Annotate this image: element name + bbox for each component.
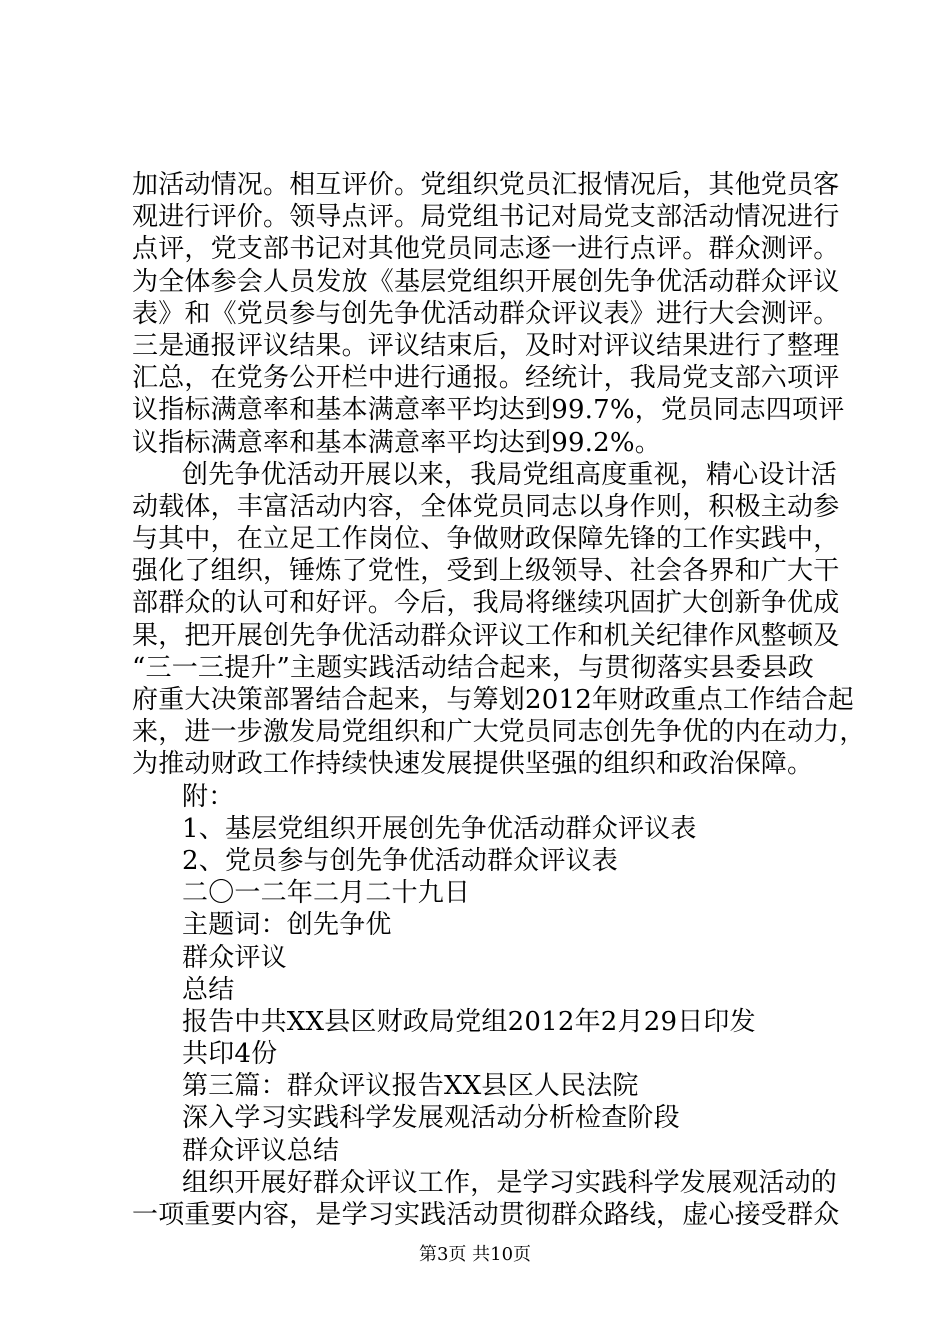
body-line: 汇总，在党务公开栏中进行通报。经统计，我局党支部六项评 (132, 363, 840, 394)
body-line: 动载体，丰富活动内容，全体党员同志以身作则，积极主动参 (132, 491, 840, 522)
body-line: 三是通报评议结果。评议结束后，及时对评议结果进行了整理 (132, 330, 840, 361)
appendix-item: 1、基层党组织开展创先争优活动群众评议表 (182, 813, 697, 844)
page-number: 第3页 共10页 (418, 1244, 532, 1265)
body-line: 部群众的认可和好评。今后，我局将继续巩固扩大创新争优成 (132, 588, 840, 619)
page-footer (0, 1244, 950, 1266)
issuer-line: 报告中共XX县区财政局党组2012年2月29日印发 (182, 1006, 756, 1037)
body-line: 观进行评价。领导点评。局党组书记对局党支部活动情况进行 (132, 202, 840, 233)
body-line: 府重大决策部署结合起来，与筹划2012年财政重点工作结合起 (132, 685, 854, 715)
body-line: 加活动情况。相互评价。党组织党员汇报情况后，其他党员客 (132, 170, 840, 200)
copies-line: 共印4份 (182, 1039, 278, 1070)
appendix-heading: 附： (182, 781, 235, 812)
body-line: 议指标满意率和基本满意率平均达到99.7%，党员同志四项评 (132, 395, 845, 426)
body-line: 点评，党支部书记对其他党员同志逐一进行点评。群众测评。 (132, 234, 840, 265)
body-line: “三一三提升”主题实践活动结合起来，与贯彻落实县委县政 (132, 652, 814, 683)
body-line: 与其中，在立足工作岗位、争做财政保障先锋的工作实践中， (132, 524, 840, 555)
keywords-line: 主题词：创先争优 (182, 910, 392, 941)
paragraph-start-line: 组织开展好群众评议工作，是学习实践科学发展观活动的 (182, 1167, 838, 1198)
document-body (132, 169, 866, 1231)
body-line: 议指标满意率和基本满意率平均达到99.2%。 (132, 427, 661, 458)
document-date: 二〇一二年二月二十九日 (182, 878, 471, 909)
appendix-item: 2、党员参与创先争优活动群众评议表 (182, 845, 618, 876)
body-line: 强化了组织，锤炼了党性，受到上级领导、社会各界和广大干 (132, 556, 840, 587)
section-subheading: 深入学习实践科学发展观活动分析检查阶段 (182, 1103, 680, 1134)
body-line: 一项重要内容，是学习实践活动贯彻群众路线，虚心接受群众 (132, 1200, 840, 1230)
keywords-line: 群众评议 (182, 942, 287, 973)
body-line: 来，进一步激发局党组织和广大党员同志创先争优的内在动力， (132, 717, 866, 748)
body-line: 为全体参会人员发放《基层党组织开展创先争优活动群众评议 (132, 266, 840, 297)
keywords-line: 总结 (182, 974, 235, 1005)
paragraph-start-line: 创先争优活动开展以来，我局党组高度重视，精心设计活 (182, 459, 838, 490)
body-line: 为推动财政工作持续快速发展提供坚强的组织和政治保障。 (132, 749, 814, 780)
body-line: 表》和《党员参与创先争优活动群众评议表》进行大会测评。 (132, 298, 840, 329)
body-line: 果，把开展创先争优活动群众评议工作和机关纪律作风整顿及 (132, 620, 840, 651)
section-subheading: 群众评议总结 (182, 1135, 340, 1166)
section-heading: 第三篇：群众评议报告XX县区人民法院 (182, 1071, 639, 1102)
